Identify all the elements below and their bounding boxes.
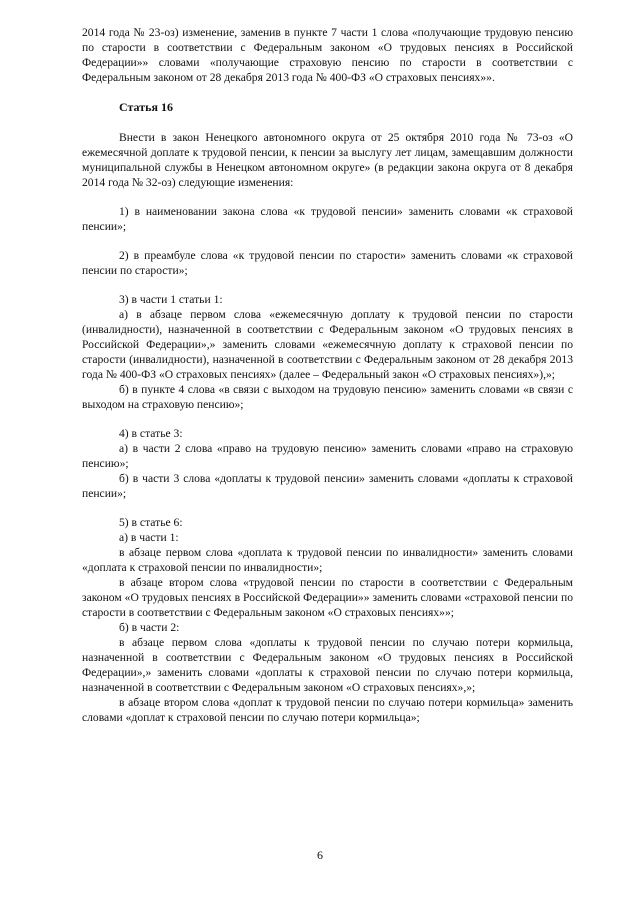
list-item-4a: а) в части 2 слова «право на трудовую пенсию» заменить словами «право на страховую пенсию»; — [82, 442, 573, 470]
list-item-5b-1: в абзаце первом слова «доплаты к трудовой пенсии по случаю потери кормильца, назначенной в соответствии с Федеральным законом «О трудовых пенсиях в Российской Федерации»,» заменить словами «доплаты к страховой пенсии по случаю потери кормильца, назначенной в соответствии с Федеральным законом «О страховых пенсиях»,»; — [82, 636, 573, 694]
paragraph-intro: Внести в закон Ненецкого автономного округа от 25 октября 2010 года № 73-оз «О ежемесячной доплате к трудовой пенсии, к пенсии за выслугу лет лицам, замещавшим должности муниципальной службы в Ненецком автономном округе» (в редакции закона округа от 8 декабря 2014 года № 32-оз) следующие изменения: — [82, 131, 573, 189]
list-item-4-head: 4) в статье 3: — [119, 427, 183, 440]
list-item-5a-1: в абзаце первом слова «доплата к трудовой пенсии по инвалидности» заменить словами «доплата к страховой пенсии по инвалидности»; — [82, 546, 573, 574]
list-item-4b: б) в части 3 слова «доплаты к трудовой пенсии» заменить словами «доплаты к страховой пенсии»; — [82, 472, 573, 500]
list-item-1: 1) в наименовании закона слова «к трудовой пенсии» заменить словами «к страховой пенсии»; — [82, 205, 573, 233]
list-item-5b-head: б) в части 2: — [119, 621, 180, 634]
list-item-3-head: 3) в части 1 статьи 1: — [119, 293, 223, 306]
list-item-3b: б) в пункте 4 слова «в связи с выходом на трудовую пенсию» заменить словами «в связи с выходом на страховую пенсию»; — [82, 383, 573, 411]
list-item-5b-2: в абзаце втором слова «доплат к трудовой пенсии по случаю потери кормильца» заменить словами «доплат к страховой пенсии по случаю потери кормильца»; — [82, 696, 573, 724]
list-item-5a-head: а) в части 1: — [119, 531, 179, 544]
list-item-5a-2: в абзаце втором слова «трудовой пенсии по старости в соответствии с Федеральным законом «О трудовых пенсиях в Российской Федерации»» заменить словами «страховой пенсии по старости в соответствии с Федеральным законом «О страховых пенсиях»»; — [82, 576, 573, 619]
page-number: 6 — [317, 848, 323, 862]
list-item-5-head: 5) в статье 6: — [119, 516, 183, 529]
article-title: Статья 16 — [119, 100, 173, 114]
paragraph-continuation: 2014 года № 23-оз) изменение, заменив в пункте 7 части 1 слова «получающие трудовую пенсию по старости в соответствии с Федеральным законом «О трудовых пенсиях в Российской Федерации»» словами «получающие страховую пенсию по старости в соответствии с Федеральным законом от 28 декабря 2013 года № 400-ФЗ «О страховых пенсиях»». — [82, 26, 573, 84]
list-item-3a: а) в абзаце первом слова «ежемесячную доплату к трудовой пенсии по старости (инвалидности), назначенной в соответствии с Федеральным законом «О трудовых пенсиях в Российской Федерации»,» заменить словами «ежемесячную доплату к страховой пенсии по старости (инвалидности), назначенной в соответствии с Федеральным законом от 28 декабря 2013 года № 400-ФЗ «О страховых пенсиях» (далее – Федеральный закон «О страховых пенсиях»),»; — [82, 308, 573, 381]
list-item-2: 2) в преамбуле слова «к трудовой пенсии по старости» заменить словами «к страховой пенсии по старости»; — [82, 249, 573, 277]
page-body — [82, 25, 573, 725]
